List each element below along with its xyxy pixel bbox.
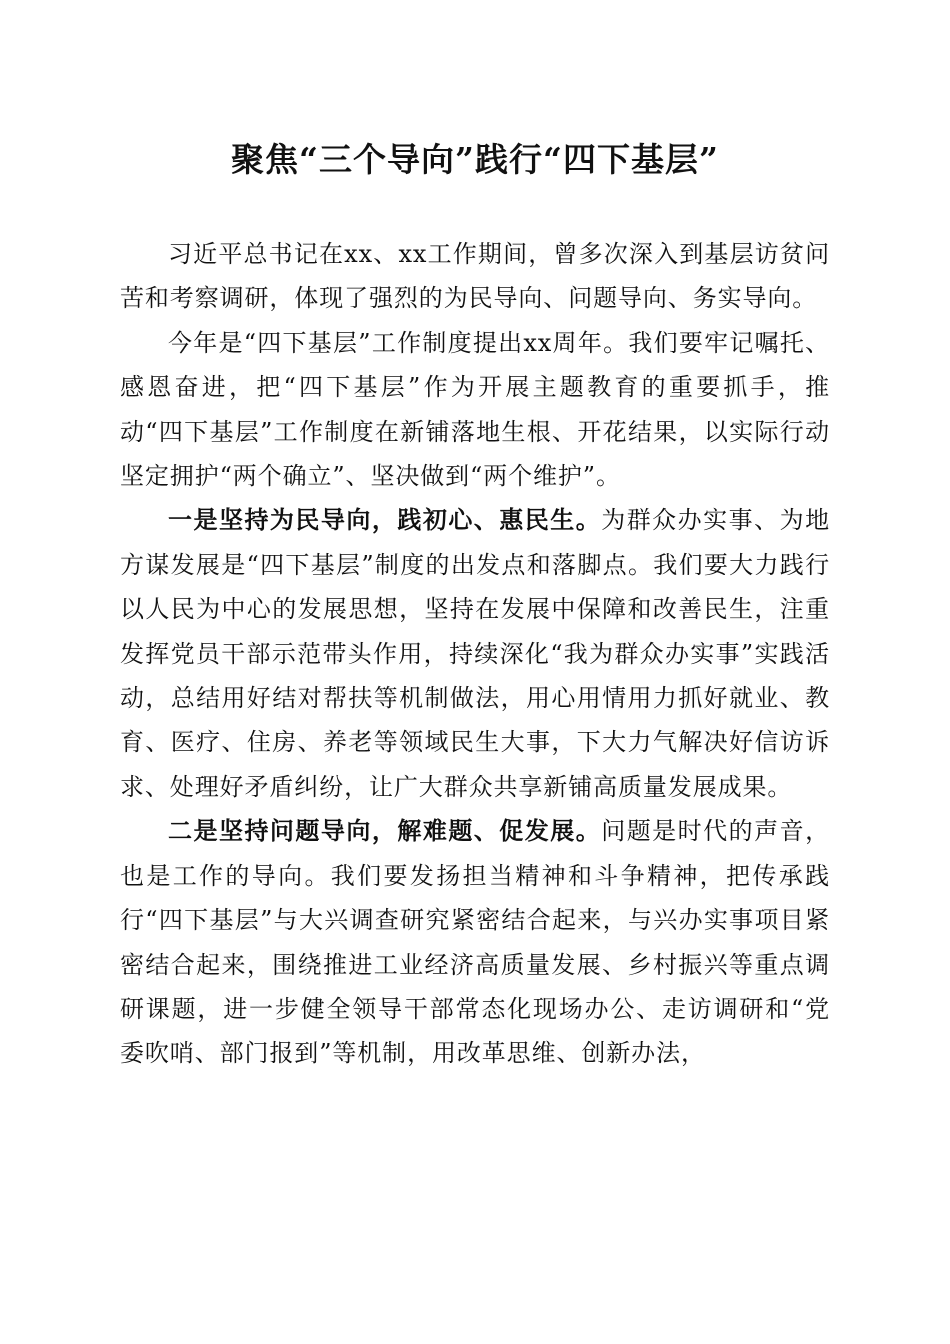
paragraph-text: 问题是时代的声音，也是工作的导向。我们要发扬担当精神和斗争精神，把传承践行“四下基层”与大兴调查研究紧密结合起来，与兴办实事项目紧密结合起来，围绕推进工业经济高质量发展、乡村振兴等重点调研课题，进一步健全领导干部常态化现场办公、走访调研和“党委吹哨、部门报到”等机制，用改革思维、创新办法，	[120, 817, 830, 1068]
document-title: 聚焦“三个导向”践行“四下基层”	[231, 140, 719, 179]
paragraph-2	[120, 321, 830, 499]
paragraph-3	[120, 498, 830, 809]
document-body	[120, 232, 830, 1076]
paragraph-lead: 二是坚持问题导向，解难题、促发展。	[168, 816, 602, 846]
paragraph-text: 习近平总书记在xx、xx工作期间，曾多次深入到基层访贫问苦和考察调研，体现了强烈的为民导向、问题导向、务实导向。	[120, 240, 830, 313]
paragraph-lead: 一是坚持为民导向，践初心、惠民生。	[168, 505, 602, 535]
paragraph-text: 为群众办实事、为地方谋发展是“四下基层”制度的出发点和落脚点。我们要大力践行以人民为中心的发展思想，坚持在发展中保障和改善民生，注重发挥党员干部示范带头作用，持续深化“我为群众办实事”实践活动，总结用好结对帮扶等机制做法，用心用情用力抓好就业、教育、医疗、住房、养老等领域民生大事，下大力气解决好信访诉求、处理好矛盾纠纷，让广大群众共享新铺高质量发展成果。	[120, 506, 830, 801]
paragraph-text: 今年是“四下基层”工作制度提出xx周年。我们要牢记嘱托、感恩奋进，把“四下基层”作为开展主题教育的重要抓手，推动“四下基层”工作制度在新铺落地生根、开花结果，以实际行动坚定拥护“两个确立”、坚决做到“两个维护”。	[120, 328, 830, 491]
paragraph-1	[120, 232, 830, 321]
paragraph-4	[120, 809, 830, 1075]
